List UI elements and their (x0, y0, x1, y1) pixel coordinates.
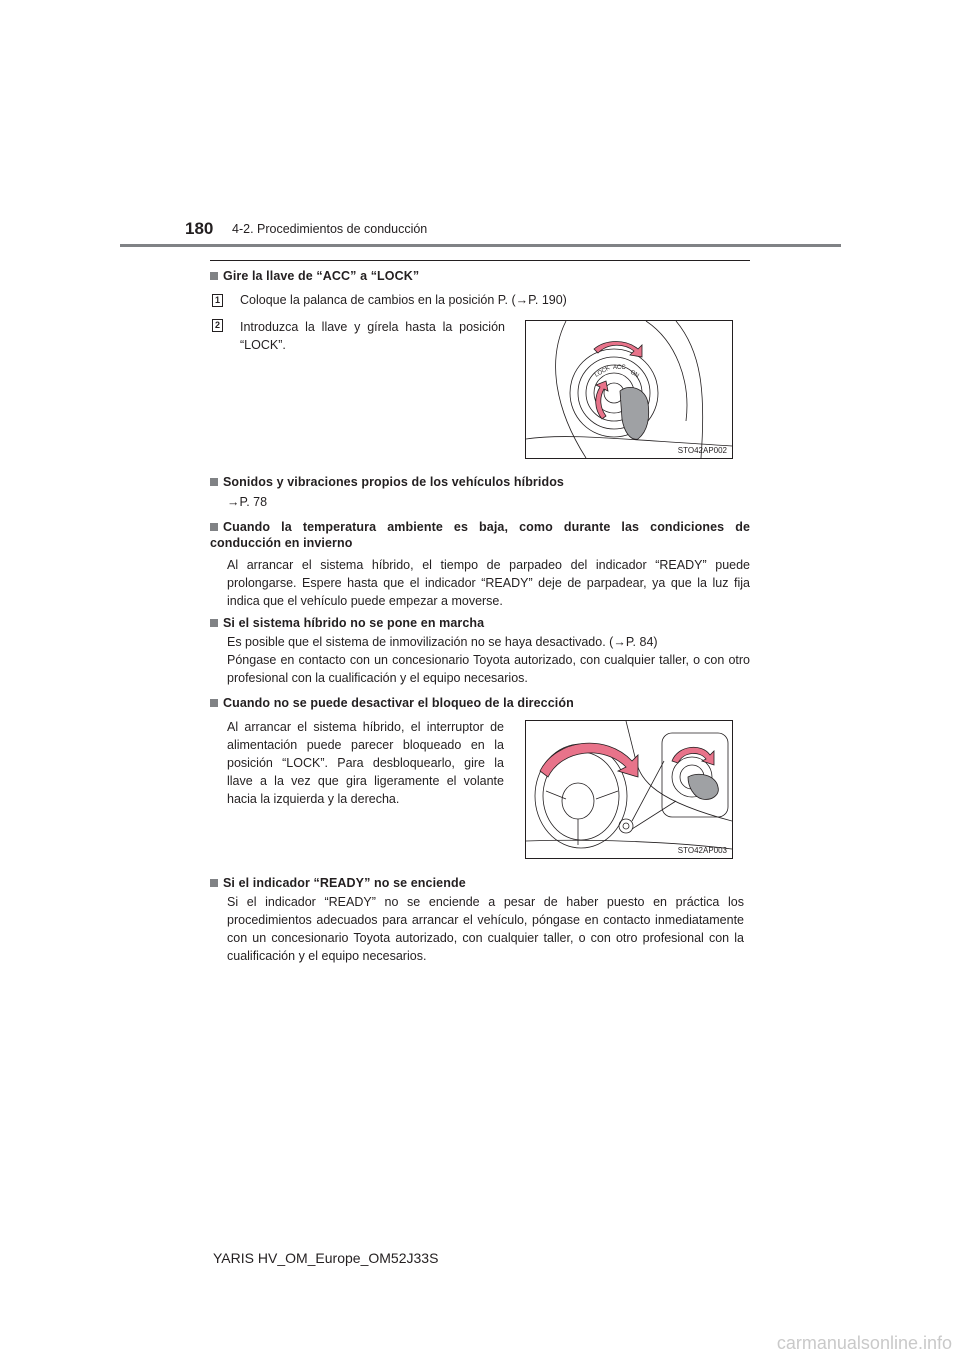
turn-arrow-icon (596, 381, 608, 419)
lock-label: LOCK (594, 365, 612, 379)
watermark: carmanualsonline.info (776, 1333, 952, 1353)
ignition-key-figure (525, 320, 733, 459)
heading-hybrid-sounds: Sonidos y vibraciones propios de los vehículos híbridos (210, 474, 564, 490)
bullet-square-icon (210, 523, 218, 531)
bullet-square-icon (210, 879, 218, 887)
contact-dealer-text: Póngase en contacto con un concesionario Toyota autorizado, con cualquier taller, o con otro profesional con la cualificación y el equipo necesarios. (227, 653, 750, 685)
heading-steering-lock: Cuando no se puede desactivar el bloqueo de la dirección (210, 695, 574, 711)
figure-code: STO42AP003 (677, 846, 727, 855)
steering-rotate-arrow-icon (540, 743, 638, 777)
step-number-2: 2 (212, 319, 223, 332)
section-title: 4-2. Procedimientos de conducción (232, 222, 428, 236)
low-temperature-text: Al arrancar el sistema híbrido, el tiempo de parpadeo del indicador “READY” puede prolongarse. Espere hasta que el indicador “READY” deje de parpadear, ya que la luz fija indica que el vehículo puede empezar a moverse. (227, 558, 750, 608)
step-2-text: Introduzca la llave y gírela hasta la posición “LOCK”. (240, 320, 505, 352)
heading-ready-not-on: Si el indicador “READY” no se enciende (210, 875, 466, 891)
heading-low-temperature: Cuando la temperatura ambiente es baja, como durante las condiciones de conducción en invierno (210, 520, 750, 550)
bullet-square-icon (210, 272, 218, 280)
header-rule (120, 244, 841, 247)
ignition-switch-illustration (526, 321, 732, 458)
bullet-square-icon (210, 699, 218, 707)
page-reference-link[interactable]: →P. 78 (227, 495, 268, 509)
figure-code: STO42AP002 (677, 446, 727, 455)
steering-lock-text: Al arrancar el sistema híbrido, el interruptor de alimentación puede parecer bloqueado en la posición “LOCK”. Para desbloquearlo, gire la llave a la vez que gira ligeramente el volante hacia la izquierda y la derecha. (227, 720, 504, 806)
bullet-square-icon (210, 619, 218, 627)
immobilizer-text: Es posible que el sistema de inmovilización no se haya desactivado. (→P. 84) (227, 635, 658, 649)
step-1-text: Coloque la palanca de cambios en la posición P. (→P. 190) (240, 293, 567, 307)
ready-not-on-text: Si el indicador “READY” no se enciende a pesar de haber puesto en práctica los procedimientos adecuados para arrancar el vehículo, póngase en contacto inmediatamente con un concesionario Toyota autorizado, con cualquier taller, o con otro profesional con la cualificación y el equipo necesarios. (227, 895, 744, 963)
on-label: ON (629, 369, 640, 380)
heading-acc-to-lock: Gire la llave de “ACC” a “LOCK” (210, 268, 419, 284)
bullet-square-icon (210, 478, 218, 486)
step-number-1: 1 (212, 294, 223, 307)
key-rotate-arrow-icon (672, 747, 714, 765)
document-id: YARIS HV_OM_Europe_OM52J33S (213, 1250, 439, 1266)
key-icon (620, 387, 649, 439)
acc-label: ACC (613, 365, 626, 371)
section-divider (210, 260, 750, 261)
steering-wheel-illustration (526, 721, 732, 858)
steering-wheel-figure (525, 720, 733, 859)
heading-hybrid-not-starting: Si el sistema híbrido no se pone en marcha (210, 615, 484, 631)
key-icon (688, 774, 718, 799)
page-number: 180 (185, 219, 214, 238)
